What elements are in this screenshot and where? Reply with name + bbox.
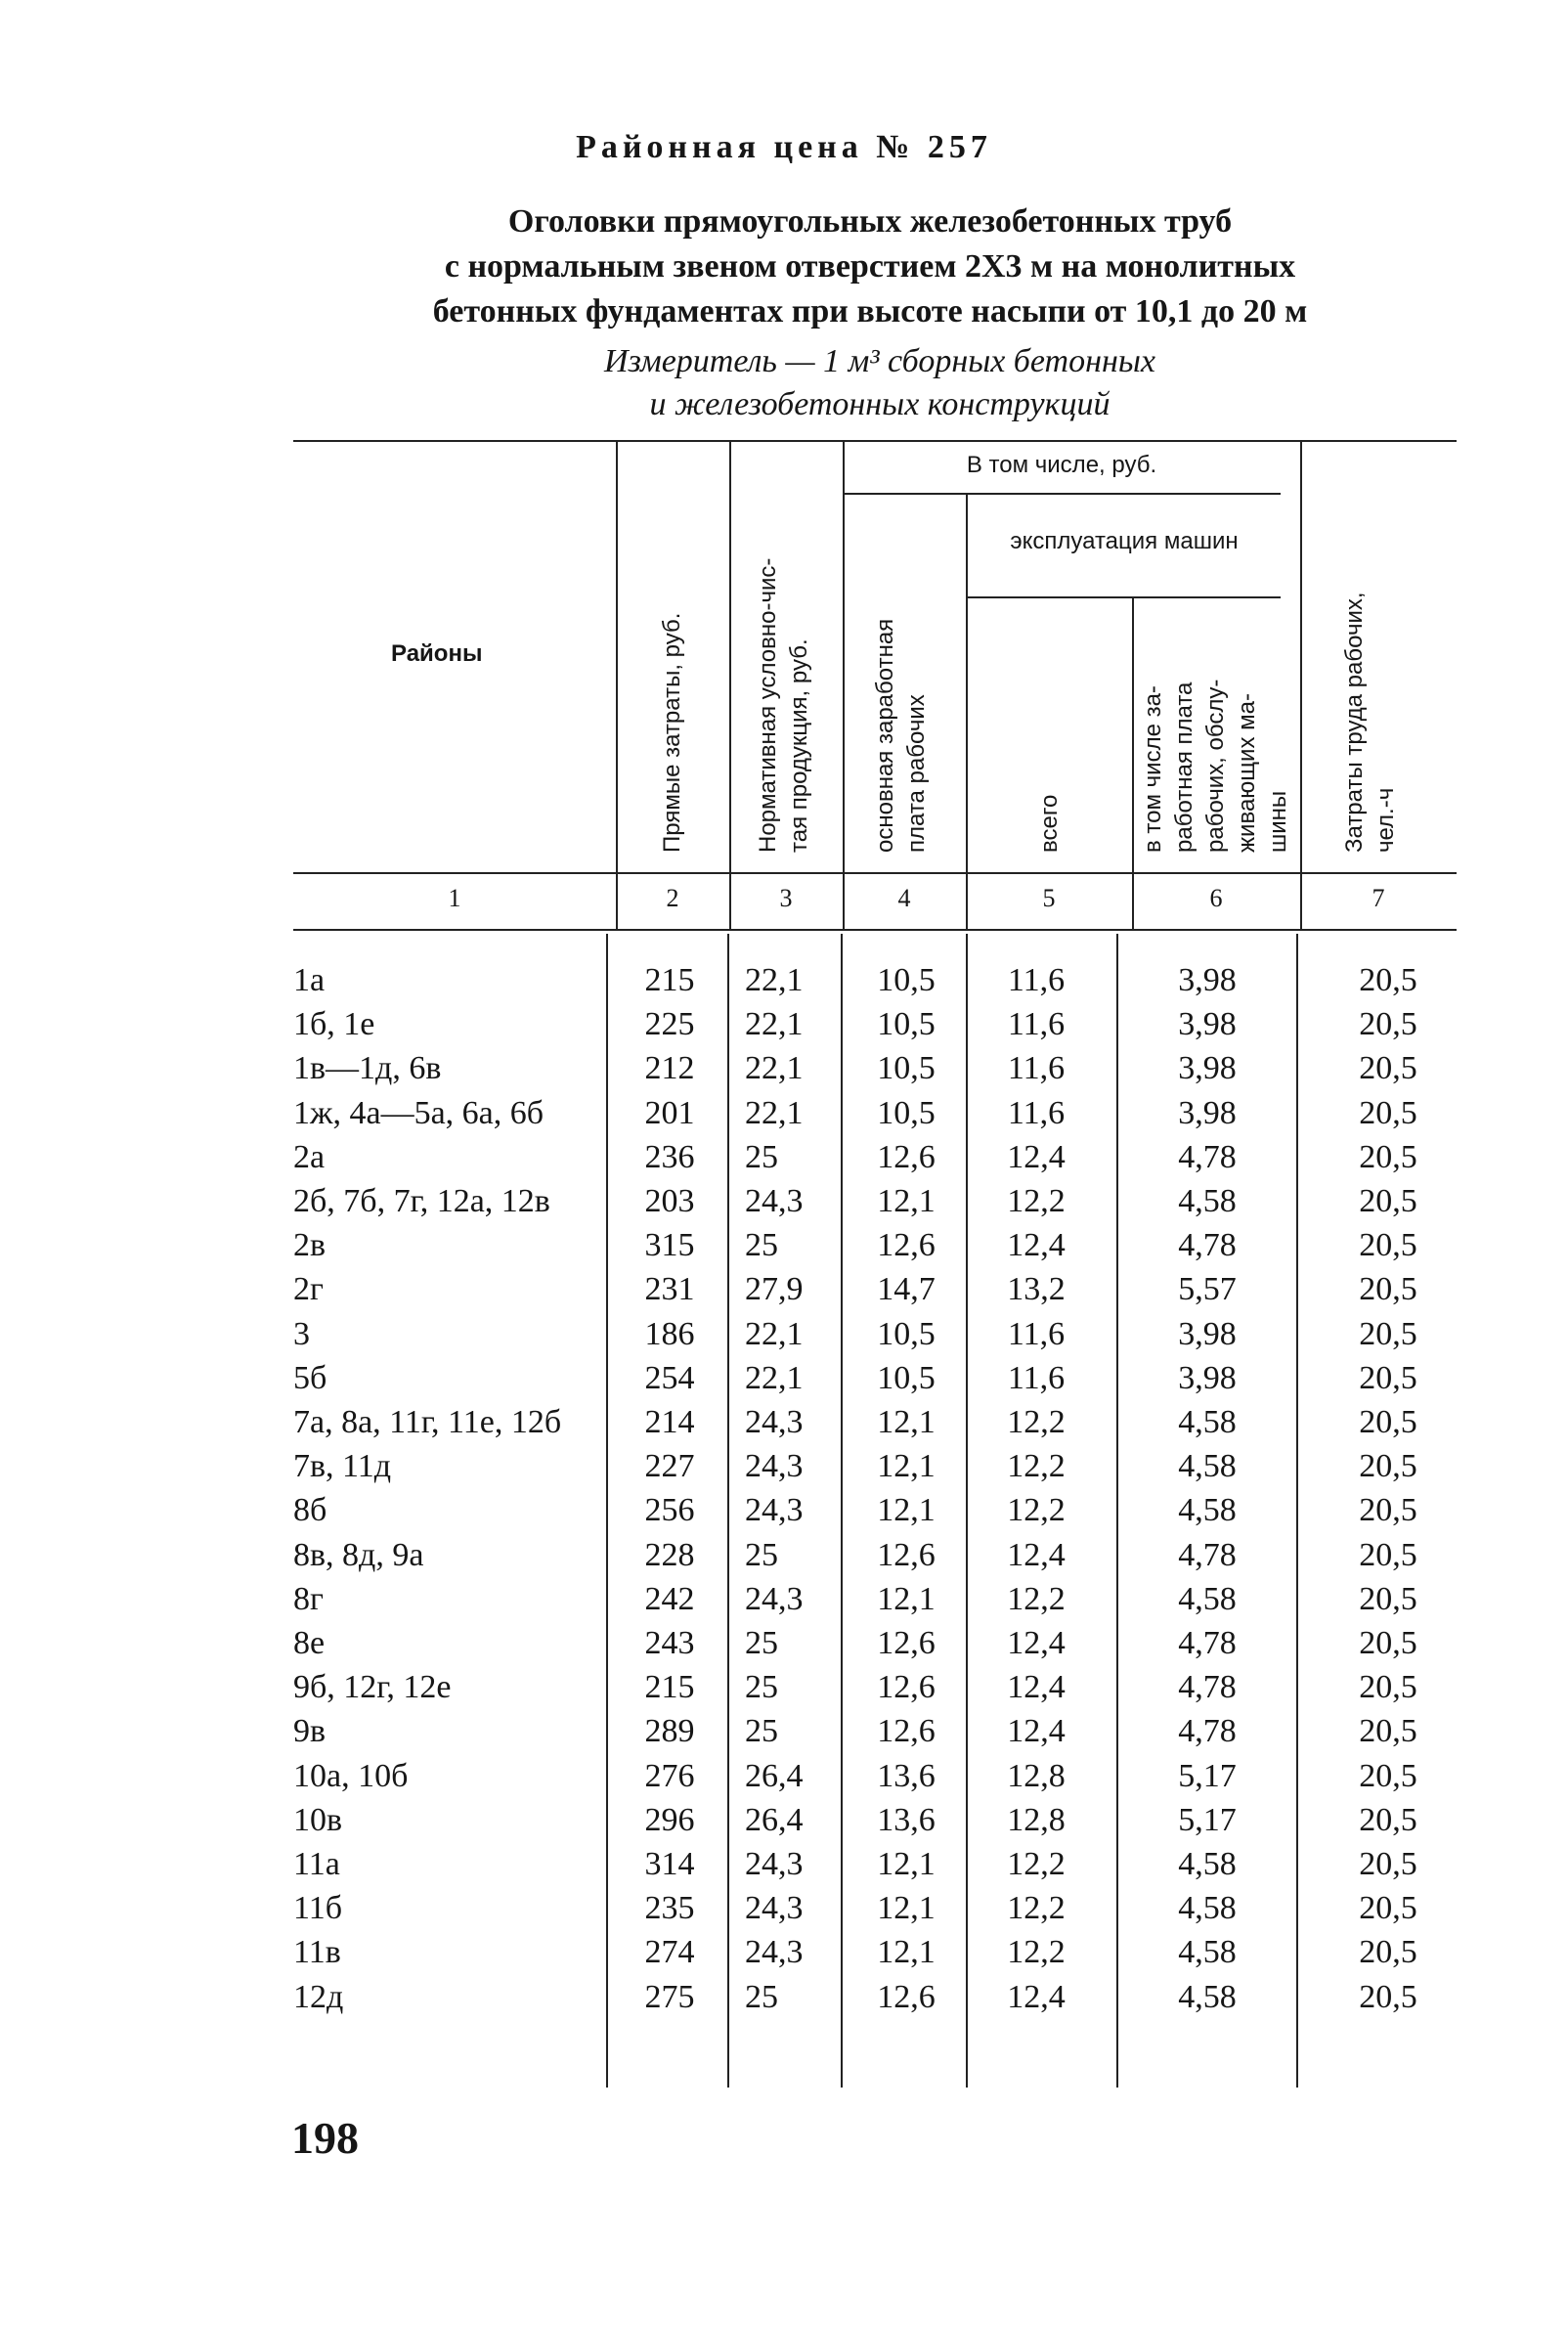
table-row	[0, 1621, 1568, 1665]
cell-machines-total: 12,8	[1007, 1757, 1066, 1794]
column-divider	[616, 442, 618, 872]
cell-machine-operator-wage: 4,58	[1178, 1580, 1237, 1617]
cell-base-wage: 14,7	[877, 1271, 936, 1308]
cell-labor-costs: 20,5	[1359, 1315, 1417, 1352]
cell-net-product: 22,1	[745, 1094, 804, 1131]
table-row	[0, 958, 1568, 1002]
cell-direct-costs: 243	[644, 1625, 695, 1661]
number-row-rule	[293, 929, 1457, 931]
cell-machines-total: 13,2	[1007, 1271, 1066, 1308]
cell-labor-costs: 20,5	[1359, 1094, 1417, 1131]
cell-region: 8в, 8д, 9а	[293, 1536, 424, 1573]
cell-base-wage: 13,6	[877, 1757, 936, 1794]
column-divider	[729, 442, 731, 872]
cell-machine-operator-wage: 3,98	[1178, 1006, 1237, 1043]
cell-region: 2г	[293, 1271, 324, 1308]
table-row	[0, 1002, 1568, 1046]
cell-machine-operator-wage: 4,78	[1178, 1227, 1237, 1264]
cell-labor-costs: 20,5	[1359, 962, 1417, 998]
cell-region: 8б	[293, 1492, 327, 1529]
cell-net-product: 25	[745, 1713, 778, 1750]
cell-machines-total: 12,4	[1007, 1625, 1066, 1661]
cell-region: 11в	[293, 1934, 341, 1971]
cell-base-wage: 12,1	[877, 1183, 936, 1219]
cell-machine-operator-wage: 4,58	[1178, 1183, 1237, 1219]
cell-net-product: 22,1	[745, 1315, 804, 1352]
cell-base-wage: 12,6	[877, 1227, 936, 1264]
cell-direct-costs: 228	[644, 1536, 695, 1573]
cell-labor-costs: 20,5	[1359, 1536, 1417, 1573]
cell-machines-total: 12,2	[1007, 1580, 1066, 1617]
cell-machines-total: 12,2	[1007, 1890, 1066, 1927]
cell-machines-total: 12,2	[1007, 1404, 1066, 1440]
cell-machine-operator-wage: 4,58	[1178, 1492, 1237, 1529]
cell-machines-total: 12,2	[1007, 1492, 1066, 1529]
cell-machines-total: 12,4	[1007, 1138, 1066, 1175]
column-number: 4	[897, 884, 911, 912]
table-row	[0, 1046, 1568, 1090]
subtitle-line: бетонных фундаментах при высоте насыпи от 10,1 до 20 м	[432, 293, 1308, 330]
cell-machine-operator-wage: 4,78	[1178, 1138, 1237, 1175]
cell-direct-costs: 289	[644, 1713, 695, 1750]
cell-net-product: 22,1	[745, 1050, 804, 1087]
header-machine-operator-wage: в том числе за- работная плата рабочих, обслу- живающих ма- шины	[1140, 679, 1291, 853]
cell-base-wage: 12,6	[877, 1978, 936, 2015]
cell-direct-costs: 214	[644, 1404, 695, 1440]
cell-region: 11а	[293, 1846, 340, 1882]
cell-direct-costs: 296	[644, 1801, 695, 1838]
header-regions: Районы	[391, 640, 483, 667]
cell-machines-total: 11,6	[1007, 1006, 1066, 1043]
page-title: Районная цена № 257	[576, 129, 992, 165]
cell-direct-costs: 276	[644, 1757, 695, 1794]
cell-direct-costs: 215	[644, 1669, 695, 1706]
table-row	[0, 1400, 1568, 1444]
table-row	[0, 1798, 1568, 1842]
table-row	[0, 1444, 1568, 1488]
cell-net-product: 24,3	[745, 1183, 804, 1219]
cell-region: 9б, 12г, 12е	[293, 1669, 452, 1706]
cell-machine-operator-wage: 3,98	[1178, 1094, 1237, 1131]
subtitle-line: с нормальным звеном отверстием 2Х3 м на монолитных	[444, 248, 1296, 285]
cell-net-product: 22,1	[745, 1006, 804, 1043]
cell-direct-costs: 236	[644, 1138, 695, 1175]
cell-labor-costs: 20,5	[1359, 1359, 1417, 1396]
measure-line: Измеритель — 1 м³ сборных бетонных	[604, 343, 1155, 379]
cell-net-product: 27,9	[745, 1271, 804, 1308]
cell-region: 1а	[293, 962, 326, 998]
cell-base-wage: 10,5	[877, 1050, 936, 1087]
cell-region: 5б	[293, 1359, 327, 1396]
cell-base-wage: 12,6	[877, 1669, 936, 1706]
table-row	[0, 1091, 1568, 1135]
group-rule	[843, 493, 1281, 495]
cell-machine-operator-wage: 4,58	[1178, 1404, 1237, 1440]
cell-net-product: 25	[745, 1536, 778, 1573]
cell-net-product: 26,4	[745, 1757, 804, 1794]
column-number: 1	[448, 884, 461, 912]
cell-machine-operator-wage: 3,98	[1178, 1050, 1237, 1087]
cell-machine-operator-wage: 4,78	[1178, 1625, 1237, 1661]
cell-base-wage: 12,1	[877, 1492, 936, 1529]
cell-base-wage: 12,1	[877, 1934, 936, 1971]
cell-labor-costs: 20,5	[1359, 1050, 1417, 1087]
cell-region: 10в	[293, 1801, 343, 1838]
table-row	[0, 1179, 1568, 1223]
cell-labor-costs: 20,5	[1359, 1404, 1417, 1440]
cell-direct-costs: 212	[644, 1050, 695, 1087]
cell-labor-costs: 20,5	[1359, 1846, 1417, 1882]
cell-labor-costs: 20,5	[1359, 1890, 1417, 1927]
cell-machines-total: 12,2	[1007, 1846, 1066, 1882]
cell-machines-total: 12,2	[1007, 1448, 1066, 1485]
cell-direct-costs: 242	[644, 1580, 695, 1617]
cell-direct-costs: 235	[644, 1890, 695, 1927]
cell-net-product: 25	[745, 1138, 778, 1175]
cell-region: 7в, 11д	[293, 1448, 392, 1485]
cell-net-product: 24,3	[745, 1492, 804, 1529]
cell-machine-operator-wage: 5,17	[1178, 1801, 1237, 1838]
subgroup-rule	[968, 596, 1281, 598]
cell-base-wage: 12,1	[877, 1846, 936, 1882]
cell-machines-total: 12,4	[1007, 1978, 1066, 2015]
cell-labor-costs: 20,5	[1359, 1801, 1417, 1838]
header-direct-costs: Прямые затраты, руб.	[659, 612, 685, 853]
cell-labor-costs: 20,5	[1359, 1580, 1417, 1617]
cell-machines-total: 11,6	[1007, 1050, 1066, 1087]
cell-machine-operator-wage: 4,78	[1178, 1536, 1237, 1573]
cell-direct-costs: 203	[644, 1183, 695, 1219]
cell-machines-total: 12,4	[1007, 1713, 1066, 1750]
cell-labor-costs: 20,5	[1359, 1934, 1417, 1971]
cell-region: 2б, 7б, 7г, 12а, 12в	[293, 1183, 550, 1219]
header-machine-operation: эксплуатация машин	[1010, 528, 1239, 554]
cell-machine-operator-wage: 4,58	[1178, 1448, 1237, 1485]
cell-net-product: 24,3	[745, 1934, 804, 1971]
cell-machines-total: 12,2	[1007, 1934, 1066, 1971]
subtitle-line: Оголовки прямоугольных железобетонных труб	[507, 203, 1233, 240]
cell-region: 8г	[293, 1580, 324, 1617]
cell-machines-total: 12,4	[1007, 1536, 1066, 1573]
cell-machine-operator-wage: 3,98	[1178, 1315, 1237, 1352]
cell-labor-costs: 20,5	[1359, 1757, 1417, 1794]
cell-machine-operator-wage: 3,98	[1178, 1359, 1237, 1396]
column-number: 6	[1209, 884, 1223, 912]
cell-machines-total: 12,4	[1007, 1227, 1066, 1264]
cell-base-wage: 12,1	[877, 1890, 936, 1927]
cell-region: 3	[293, 1315, 310, 1352]
cell-machine-operator-wage: 4,58	[1178, 1846, 1237, 1882]
cell-direct-costs: 225	[644, 1006, 695, 1043]
cell-region: 9в	[293, 1713, 327, 1750]
measure-line: и железобетонных конструкций	[649, 386, 1111, 422]
cell-base-wage: 10,5	[877, 962, 936, 998]
cell-base-wage: 10,5	[877, 1006, 936, 1043]
cell-net-product: 24,3	[745, 1846, 804, 1882]
cell-region: 11б	[293, 1890, 343, 1927]
cell-machines-total: 12,2	[1007, 1183, 1066, 1219]
table-top-rule	[293, 440, 1457, 442]
table-row	[0, 1267, 1568, 1311]
cell-base-wage: 12,1	[877, 1404, 936, 1440]
cell-machines-total: 11,6	[1007, 1359, 1066, 1396]
table-row	[0, 1886, 1568, 1930]
table-row	[0, 1223, 1568, 1267]
cell-labor-costs: 20,5	[1359, 1669, 1417, 1706]
cell-region: 12д	[293, 1978, 344, 2015]
cell-machine-operator-wage: 4,58	[1178, 1978, 1237, 2015]
cell-net-product: 24,3	[745, 1580, 804, 1617]
cell-base-wage: 12,6	[877, 1536, 936, 1573]
cell-base-wage: 12,6	[877, 1138, 936, 1175]
cell-region: 8е	[293, 1625, 326, 1661]
cell-machines-total: 12,8	[1007, 1801, 1066, 1838]
cell-region: 1б, 1е	[293, 1006, 375, 1043]
table-row	[0, 1665, 1568, 1709]
cell-net-product: 24,3	[745, 1404, 804, 1440]
cell-machine-operator-wage: 4,58	[1178, 1934, 1237, 1971]
cell-net-product: 22,1	[745, 962, 804, 998]
cell-base-wage: 12,1	[877, 1448, 936, 1485]
cell-direct-costs: 275	[644, 1978, 695, 2015]
cell-region: 1в—1д, 6в	[293, 1050, 442, 1087]
cell-machine-operator-wage: 4,58	[1178, 1890, 1237, 1927]
cell-labor-costs: 20,5	[1359, 1492, 1417, 1529]
cell-net-product: 25	[745, 1978, 778, 2015]
cell-labor-costs: 20,5	[1359, 1713, 1417, 1750]
cell-machine-operator-wage: 5,17	[1178, 1757, 1237, 1794]
cell-labor-costs: 20,5	[1359, 1625, 1417, 1661]
header-bottom-rule	[293, 872, 1457, 874]
cell-labor-costs: 20,5	[1359, 1271, 1417, 1308]
cell-net-product: 25	[745, 1669, 778, 1706]
column-divider	[1300, 442, 1302, 872]
column-number: 2	[666, 884, 679, 912]
cell-machine-operator-wage: 3,98	[1178, 962, 1237, 998]
header-machines-total: всего	[1036, 794, 1063, 853]
cell-machines-total: 11,6	[1007, 1094, 1066, 1131]
table-row	[0, 1754, 1568, 1798]
cell-labor-costs: 20,5	[1359, 1138, 1417, 1175]
cell-machine-operator-wage: 4,78	[1178, 1713, 1237, 1750]
measure-caption	[489, 340, 1271, 426]
cell-direct-costs: 274	[644, 1934, 695, 1971]
cell-direct-costs: 227	[644, 1448, 695, 1485]
cell-base-wage: 10,5	[877, 1359, 936, 1396]
cell-labor-costs: 20,5	[1359, 1227, 1417, 1264]
cell-region: 7а, 8а, 11г, 11е, 12б	[293, 1404, 562, 1440]
column-number: 3	[779, 884, 793, 912]
table-row	[0, 1312, 1568, 1356]
cell-direct-costs: 315	[644, 1227, 695, 1264]
cell-region: 2в	[293, 1227, 327, 1264]
cell-region: 10а, 10б	[293, 1757, 409, 1794]
cell-net-product: 26,4	[745, 1801, 804, 1838]
header-including-group: В том числе, руб.	[966, 452, 1157, 478]
cell-direct-costs: 186	[644, 1315, 695, 1352]
cell-base-wage: 13,6	[877, 1801, 936, 1838]
cell-net-product: 22,1	[745, 1359, 804, 1396]
cell-net-product: 25	[745, 1227, 778, 1264]
table-row	[0, 1533, 1568, 1577]
cell-region: 2а	[293, 1138, 326, 1175]
cell-machine-operator-wage: 5,57	[1178, 1271, 1237, 1308]
cell-base-wage: 12,6	[877, 1625, 936, 1661]
cell-direct-costs: 314	[644, 1846, 695, 1882]
table-row	[0, 1709, 1568, 1753]
column-number: 5	[1042, 884, 1056, 912]
header-labor-costs: Затраты труда рабочих, чел.-ч	[1341, 592, 1399, 853]
cell-base-wage: 10,5	[877, 1315, 936, 1352]
table-row	[0, 1135, 1568, 1179]
column-divider	[1132, 596, 1134, 872]
cell-machines-total: 11,6	[1007, 962, 1066, 998]
cell-labor-costs: 20,5	[1359, 1183, 1417, 1219]
cell-base-wage: 12,1	[877, 1580, 936, 1617]
table-row	[0, 1356, 1568, 1400]
cell-direct-costs: 201	[644, 1094, 695, 1131]
column-number: 7	[1372, 884, 1385, 912]
table-row	[0, 1488, 1568, 1532]
cell-base-wage: 12,6	[877, 1713, 936, 1750]
cell-machine-operator-wage: 4,78	[1178, 1669, 1237, 1706]
cell-direct-costs: 256	[644, 1492, 695, 1529]
cell-net-product: 24,3	[745, 1448, 804, 1485]
column-divider	[843, 442, 845, 872]
page-number: 198	[291, 2113, 359, 2163]
document-subtitle	[332, 199, 1408, 334]
table-row	[0, 1975, 1568, 2019]
cell-machines-total: 11,6	[1007, 1315, 1066, 1352]
header-base-wage: основная заработная плата рабочих	[872, 618, 930, 853]
table-row	[0, 1577, 1568, 1621]
table-row	[0, 1930, 1568, 1974]
cell-direct-costs: 215	[644, 962, 695, 998]
cell-net-product: 24,3	[745, 1890, 804, 1927]
cell-machines-total: 12,4	[1007, 1669, 1066, 1706]
cell-net-product: 25	[745, 1625, 778, 1661]
cell-labor-costs: 20,5	[1359, 1006, 1417, 1043]
table-row	[0, 1842, 1568, 1886]
cell-direct-costs: 231	[644, 1271, 695, 1308]
cell-base-wage: 10,5	[877, 1094, 936, 1131]
cell-direct-costs: 254	[644, 1359, 695, 1396]
cell-labor-costs: 20,5	[1359, 1978, 1417, 2015]
cell-labor-costs: 20,5	[1359, 1448, 1417, 1485]
header-net-product: Нормативная условно-чис- тая продукция, руб.	[755, 557, 812, 853]
cell-region: 1ж, 4а—5а, 6а, 6б	[293, 1094, 544, 1131]
